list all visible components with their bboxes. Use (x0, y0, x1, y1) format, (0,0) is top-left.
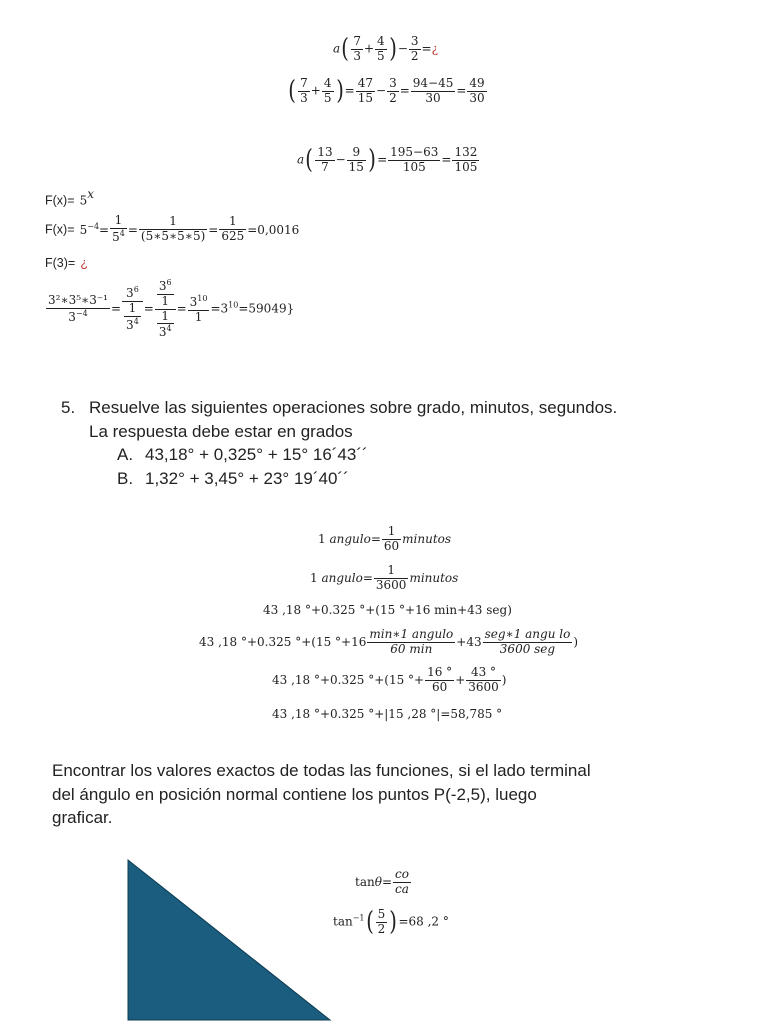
angle-def-1: 1 angulo= $\frac{1}{60}$ minutos (318, 524, 452, 553)
arctan-result: $\tan^{-1}$( $\frac{5}{2}$ )=68 ,2 ° (333, 906, 449, 937)
question-mark: ¿ (80, 256, 88, 270)
item-a: A. 43,18° + 0,325° + 15° 16´43´´ (117, 445, 368, 464)
angle-expr-1: 43 ,18 °+0.325 °+(15 °+16 min+43 seg) (263, 603, 512, 617)
tan-definition: tanθ= $\frac{co}{ca}$ (355, 867, 409, 896)
fx-evaluation: $F(x)= 5^{-4}=$ $\frac{1}{5^4}$ = $\frac{1}{(5∗5∗5∗5)}$ = $\frac{1}{625}$ =0,0016 (45, 213, 300, 244)
question-mark: ¿ (431, 41, 439, 56)
f3-label: F(3)= ¿ (45, 256, 88, 270)
angle-result: 43 ,18 °+0.325 °+|15 ,28 °|=58,785 ° (272, 707, 503, 721)
fx-definition: F(x)= 5$^x$ (45, 187, 95, 208)
fraction: $\frac{7}{3}$ (353, 33, 361, 63)
angle-expr-2: 43 ,18 °+0.325 °+(15 °+16 $\frac{\text{min∗1 angulo}}{60 \min}$ +43 $\frac{\text{seg∗1 angu lo}}{\text{3600 seg}}$ ) (199, 627, 578, 656)
exponent-fraction-chain: $\frac{\text{3²∗3⁵∗3⁻¹}}{3^{-4}}$ = $\frac{3^6}{\frac{1}{3^4}}$ = $\frac{\frac{3^6}{1}}{\frac{1}{3^4}}$ = $\frac{3^{10}}{1}$ $=3^{10}=59049$} (48, 278, 295, 340)
triangle-shape (128, 860, 330, 1020)
var-a: a (333, 41, 341, 56)
angle-def-2: 1 angulo= $\frac{1}{3600}$ minutos (310, 563, 459, 592)
equation-line-1: a( $\frac{7}{3}$ + $\frac{4}{5}$ )− $\frac{3}{2}$ =¿ (333, 33, 439, 64)
fraction: $\frac{3}{2}$ (410, 33, 419, 63)
angle-expr-3: 43 ,18 °+0.325 °+(15 °+ $\frac{16 ^\circ}{60}$ + $\frac{43 ^\circ}{3600}$ ) (272, 665, 507, 694)
trig-instructions-line-3: graficar. (52, 808, 113, 827)
equation-line-2: ( $\frac{7}{3}$ + $\frac{4}{5}$ )= $\frac{47}{15}$ − $\frac{3}{2}$ = $\frac{94-45}{30}$ = $\frac{49}{30}$ (288, 75, 485, 106)
fraction: $\frac{4}{5}$ (377, 33, 385, 63)
equation-line-3: a( $\frac{13}{7}$ − $\frac{9}{15}$ )= $\frac{195-63}{105}$ = $\frac{132}{105}$ (297, 144, 478, 175)
trig-instructions-line-1: Encontrar los valores exactos de todas las funciones, si el lado terminal (52, 761, 591, 780)
item-b: B. 1,32° + 3,45° + 23° 19´40´´ (117, 469, 349, 488)
section-5-heading: 5. Resuelve las siguientes operaciones sobre grado, minutos, segundos. (61, 398, 618, 417)
section-5-subheading: La respuesta debe estar en grados (89, 422, 353, 441)
trig-instructions-line-2: del ángulo en posición normal contiene los puntos P(-2,5), luego (52, 785, 537, 804)
